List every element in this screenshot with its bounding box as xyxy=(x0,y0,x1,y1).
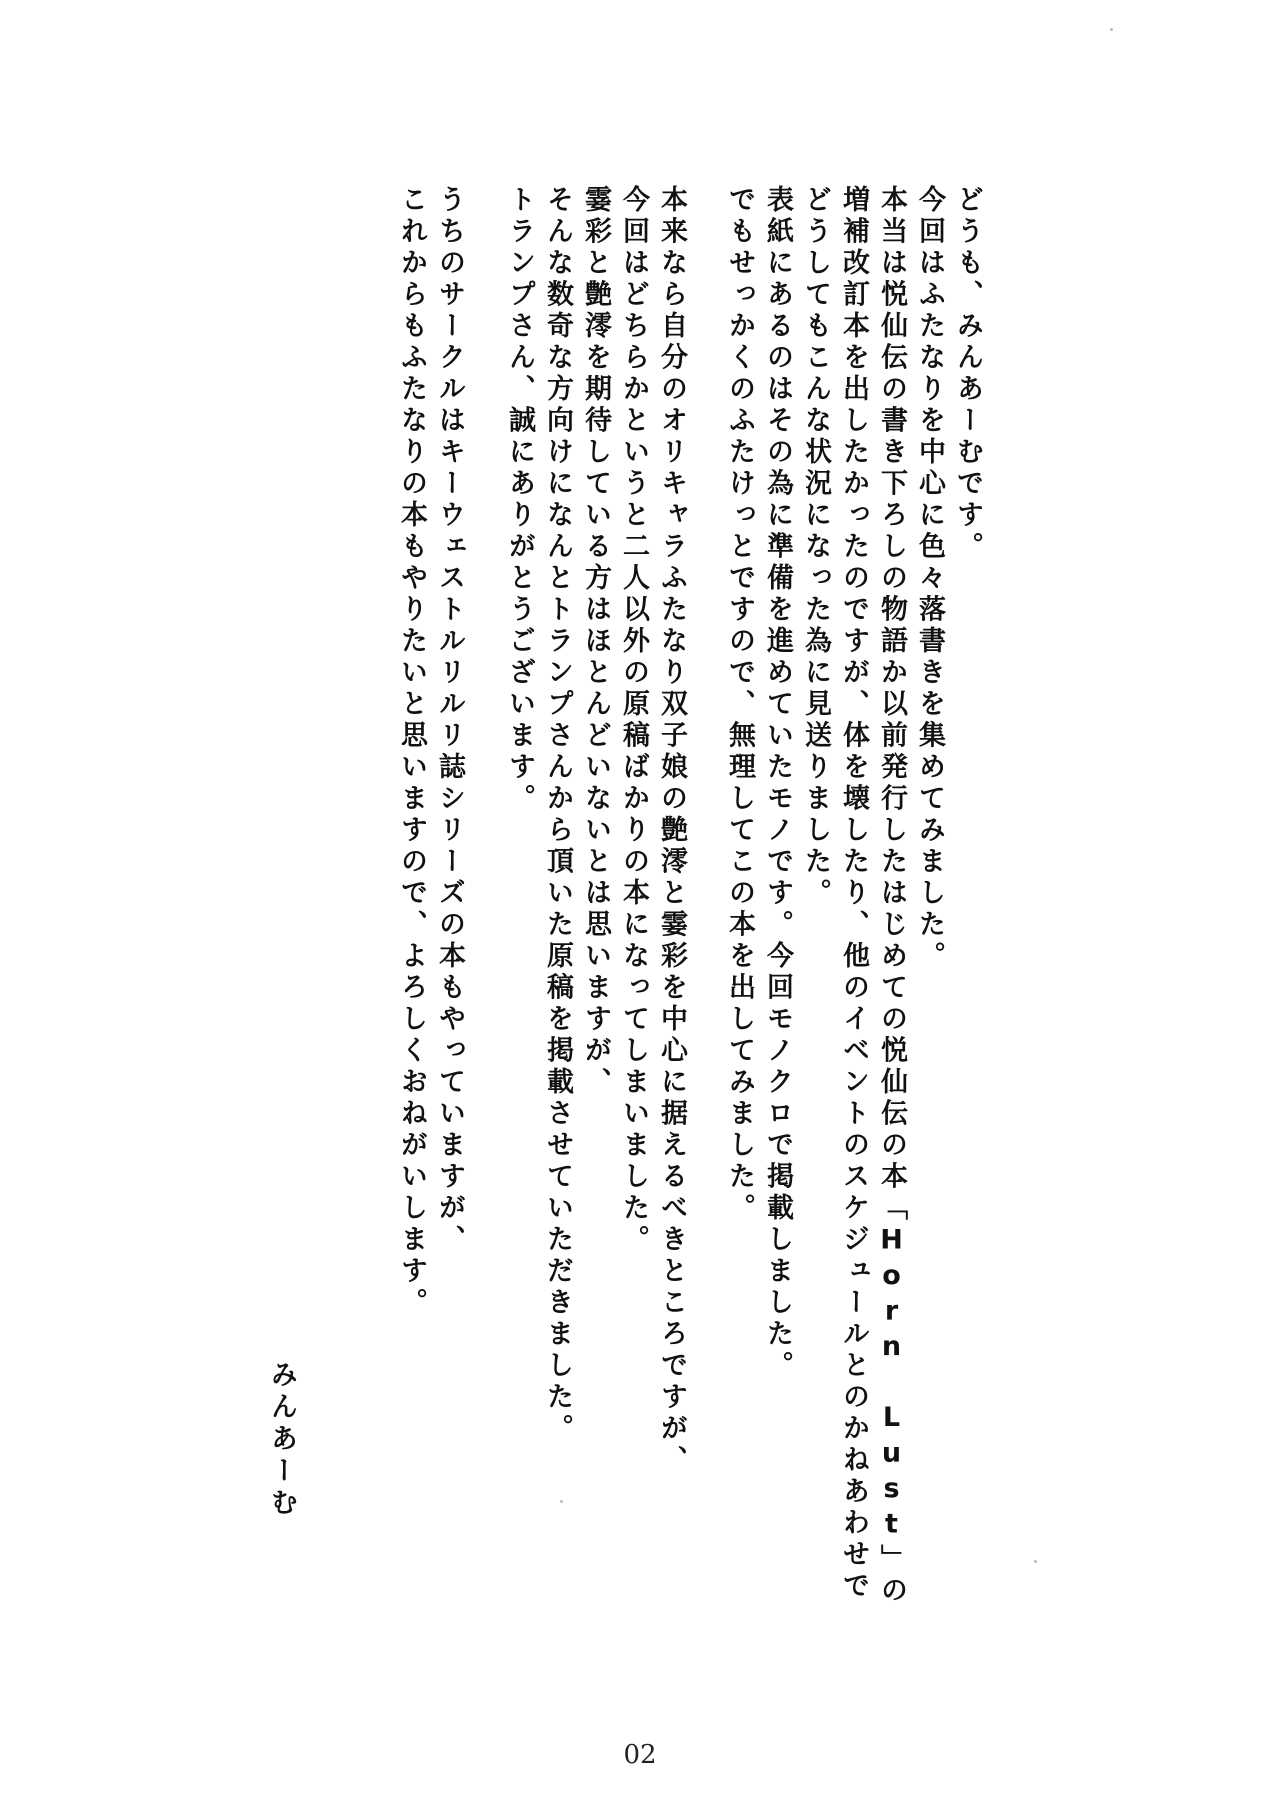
author-signature: みんあーむ xyxy=(266,1360,297,1520)
page-number: 02 xyxy=(623,1740,657,1770)
text-column-7: でもせっかくのふたけっとですので、無理してこの本を出してみました。 xyxy=(724,185,755,1225)
scan-speck xyxy=(1034,1560,1037,1563)
scan-speck xyxy=(560,1500,563,1503)
scan-speck xyxy=(1110,28,1113,31)
text-column-8: 本来なら自分のオリキャラふたなり双子娘の艶澪と霎彩を中心に据えるべきところですが、 xyxy=(656,185,687,1477)
text-column-5: どうしてもこんな状況になった為に見送りました。 xyxy=(800,185,831,910)
text-column-10: 霎彩と艶澪を期待している方はほとんどいないとは思いますが、 xyxy=(580,185,611,1099)
text-column-9: 今回はどちらかというと二人以外の原稿ばかりの本になってしまいました。 xyxy=(618,185,649,1256)
text-column-1: どうも、みんあーむです。 xyxy=(952,185,983,563)
text-column-2: 今回はふたなりを中心に色々落書きを集めてみました。 xyxy=(914,185,945,973)
text-column-4: 増補改訂本を出したかったのですが、体を壊したり、他のイベントのスケジュールとのかねあわせで xyxy=(838,185,869,1603)
text-column-14: これからもふたなりの本もやりたいと思いますので、よろしくおねがいします。 xyxy=(396,185,427,1319)
text-column-13: うちのサークルはキーウェストルリルリ誌シリーズの本もやっていますが、 xyxy=(434,185,465,1256)
text-column-3: 本当は悦仙伝の書き下ろしの物語か以前発行したはじめての悦仙伝の本「Horn Lust」の xyxy=(876,185,907,1607)
text-column-12: トランプさん、誠にありがとうございます。 xyxy=(504,185,535,815)
text-column-6: 表紙にあるのはその為に準備を進めていたモノです。今回モノクロで掲載しました。 xyxy=(762,185,793,1382)
text-column-11: そんな数奇な方向けになんとトランプさんから頂いた原稿を掲載させていただきました。 xyxy=(542,185,573,1445)
